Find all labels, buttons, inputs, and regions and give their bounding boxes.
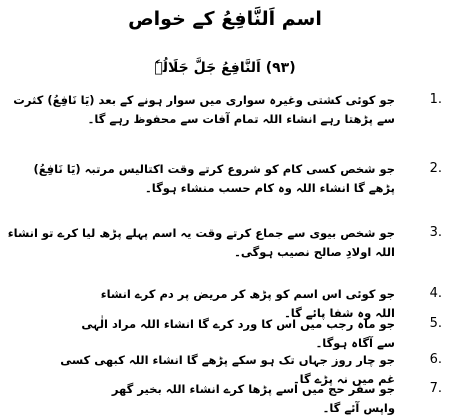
item-text: جو سفر حج میں اسے پڑھا کرے انشاء اللہ بخیر گھر واپس آئے گا۔: [111, 382, 395, 415]
item-number: 4.: [429, 286, 442, 301]
item-number: 6.: [429, 352, 442, 367]
item-text: جو کوئی اس اسم کو پڑھ کر مریض پر دم کرے انشاء اللہ وہ شفا پائے گا۔: [100, 287, 395, 320]
item-number: 5.: [429, 316, 442, 331]
item-text: جو کوئی کشتی وغیرہ سواری میں سوار ہونے کے بعد (یَا نَافِعُ) کثرت سے پڑھتا رہے انشاء اللہ تمام آفات سے محفوظ رہے گا۔: [13, 93, 395, 126]
page-title: اسم اَلنَّافِعُ کے خواص: [128, 8, 322, 30]
item-text: جو ماہ رجب میں اس کا ورد کرے گا انشاء اللہ مراد الٰہی سے آگاہ ہوگا۔: [81, 317, 395, 350]
item-number: 7.: [429, 381, 442, 396]
item-number: 2.: [429, 161, 442, 176]
item-text: جو شخص کسی کام کو شروع کرتے وقت اکتالیس مرتبہ (یَا نَافِعُ) پڑھے گا انشاء اللہ وہ کام حسب منشاء ہوگا۔: [33, 162, 395, 195]
item-number: 1.: [429, 92, 442, 107]
page-subtitle: (۹۳) اَلنَّافِعُ جَلَّ جَلَالُہٗ: [154, 60, 296, 76]
item-text: جو شخص بیوی سے جماع کرتے وقت یہ اسم پہلے پڑھ لیا کرے تو انشاء اللہ اولادِ صالح نصیب ہوگی۔: [7, 226, 395, 259]
item-text: جو چار روز جہاں تک ہو سکے پڑھے گا انشاء اللہ کبھی کسی غم میں نہ پڑے گا۔: [60, 353, 395, 386]
item-number: 3.: [429, 225, 442, 240]
